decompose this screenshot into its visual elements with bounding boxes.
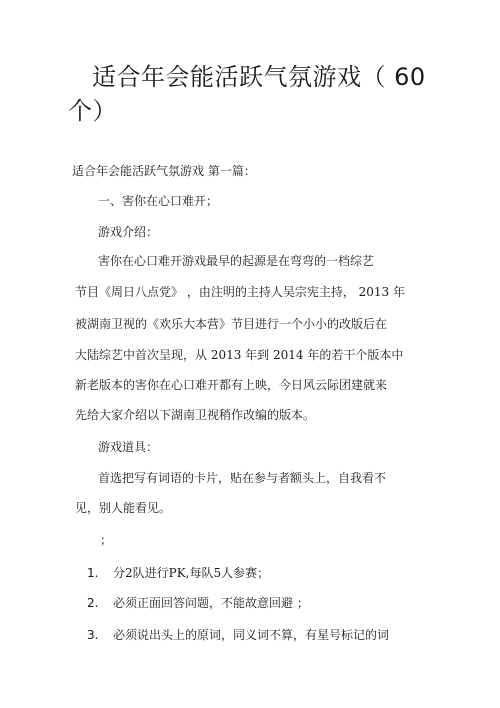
rule-text: 必须说出头上的原词，同义词不算，有星号标记的词 (113, 628, 390, 642)
rule-number-text: 3. (87, 628, 99, 642)
rule-number (87, 627, 98, 643)
intro-label: 游戏介绍： (98, 225, 159, 239)
paragraph-line: 新老版本的害你在心口难开都有上映，今日风云际团建就来 (75, 378, 388, 392)
rule-number (87, 595, 98, 611)
paragraph-line: 被湖南卫视的《欢乐大本营》节目进行一个小小的改版后在 (75, 317, 388, 331)
paragraph-line: 先给大家介绍以下湖南卫视稍作改编的版本。 (75, 408, 316, 422)
rule-number-text: 2. (87, 596, 99, 610)
paragraph-line: 首选把写有词语的卡片，贴在参与者额头上，自我看不 (98, 471, 387, 485)
stray-semicolon: ； (100, 533, 113, 547)
document-title (68, 60, 448, 128)
paragraph-line: 见，别人能看见。 (75, 501, 172, 515)
rule-text: 必须正面回答问题，不能故意回避 ； (113, 596, 309, 610)
paragraph-line: 大陆综艺中首次呈现，从 2013 年到 2014 年的若干个版本中 (75, 348, 404, 362)
section-heading: 一、害你在心口难开； (98, 194, 219, 208)
title-line-1: 适合年会能活跃气氛游戏（ 60 (92, 63, 426, 91)
rule-number-text: 1. (87, 566, 99, 580)
paragraph-line: 害你在心口难开游戏最早的起源是在弯弯的一档综艺 (98, 254, 375, 268)
rule-number (87, 565, 98, 581)
rule-text: 分2队进行PK,每队5人参赛； (113, 566, 270, 580)
title-line-2: 个） (68, 97, 117, 125)
props-label: 游戏道具： (98, 440, 159, 454)
subtitle: 适合年会能活跃气氛游戏 第一篇： (72, 164, 256, 178)
paragraph-line: 节目《周日八点党》 ，由注明的主持人吴宗宪主持， 2013 年 (75, 285, 405, 299)
